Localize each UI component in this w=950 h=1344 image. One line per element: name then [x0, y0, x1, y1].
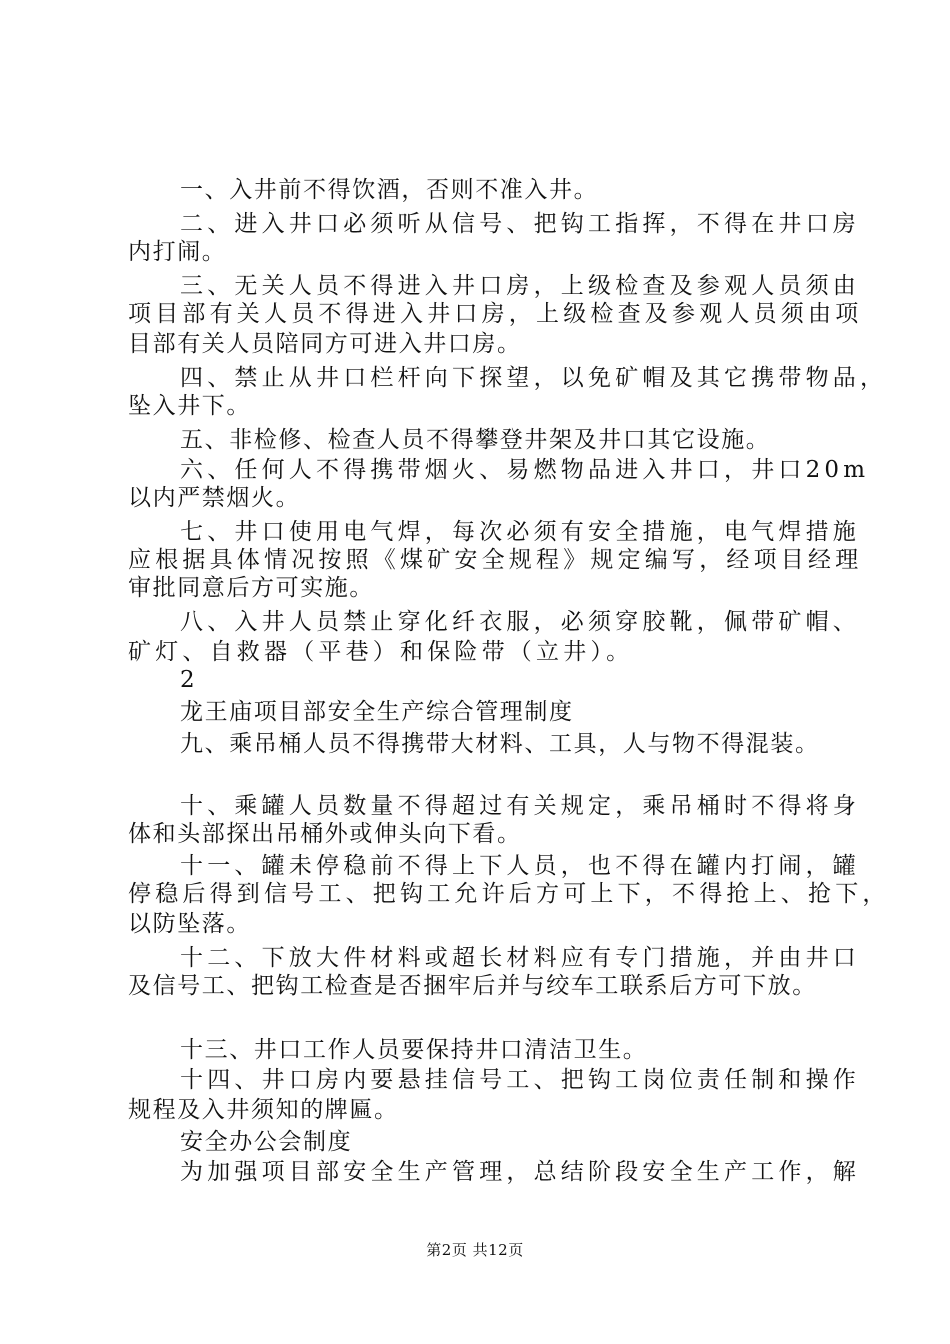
paragraph-line: 四、禁止从井口栏杆向下探望，以免矿帽及其它携带物品，	[180, 365, 888, 391]
paragraph-line: 以内严禁烟火。	[128, 485, 301, 511]
paragraph-line: 目部有关人员陪同方可进入井口房。	[128, 331, 522, 357]
page-footer: 第2页 共12页	[426, 1241, 524, 1259]
paragraph-line: 七、井口使用电气焊，每次必须有安全措施，电气焊措施	[180, 519, 860, 545]
paragraph-line: 为加强项目部安全生产管理，总结阶段安全生产工作，解	[180, 1159, 860, 1185]
paragraph-line: 规程及入井须知的牌匾。	[128, 1097, 399, 1123]
section-heading: 龙王庙项目部安全生产综合管理制度	[180, 699, 574, 725]
paragraph-line: 八、入井人员禁止穿化纤衣服，必须穿胶靴，佩带矿帽、	[180, 609, 860, 635]
paragraph-line: 内打闹。	[128, 239, 227, 265]
paragraph-line: 应根据具体情况按照《煤矿安全规程》规定编写，经项目经理	[128, 547, 863, 573]
paragraph-line: 十四、井口房内要悬挂信号工、把钩工岗位责任制和操作	[180, 1067, 860, 1093]
paragraph-line: 审批同意后方可实施。	[128, 575, 374, 601]
paragraph-line: 坠入井下。	[128, 393, 251, 419]
paragraph-line: 九、乘吊桶人员不得携带大材料、工具，人与物不得混装。	[180, 731, 820, 757]
paragraph-line: 项目部有关人员不得进入井口房，上级检查及参观人员须由项	[128, 301, 863, 327]
paragraph-line: 停稳后得到信号工、把钩工允许后方可上下，不得抢上、抢下，	[128, 881, 890, 907]
paragraph-line: 十三、井口工作人员要保持井口清洁卫生。	[180, 1037, 648, 1063]
paragraph-line: 三、无关人员不得进入井口房，上级检查及参观人员须由	[180, 273, 860, 299]
paragraph-line: 十、乘罐人员数量不得超过有关规定，乘吊桶时不得将身	[180, 793, 860, 819]
paragraph-line: 矿灯、自救器（平巷）和保险带（立井）。	[128, 639, 634, 665]
paragraph-line: 十一、罐未停稳前不得上下人员，也不得在罐内打闹，罐	[180, 853, 860, 879]
paragraph-line: 五、非检修、检查人员不得攀登井架及井口其它设施。	[180, 427, 771, 453]
page-number-inline: 2	[180, 667, 197, 693]
paragraph-line: 十二、下放大件材料或超长材料应有专门措施，并由井口	[180, 945, 860, 971]
paragraph-line: 及信号工、把钩工检查是否捆牢后并与绞车工联系后方可下放。	[128, 973, 817, 999]
section-heading: 安全办公会制度	[180, 1129, 353, 1155]
paragraph-line: 一、入井前不得饮酒，否则不准入井。	[180, 177, 599, 203]
paragraph-line: 六、任何人不得携带烟火、易燃物品进入井口，井口20m	[180, 457, 870, 483]
paragraph-line: 体和头部探出吊桶外或伸头向下看。	[128, 821, 522, 847]
paragraph-line: 以防坠落。	[128, 911, 251, 937]
paragraph-line: 二、进入井口必须听从信号、把钩工指挥，不得在井口房	[180, 211, 860, 237]
